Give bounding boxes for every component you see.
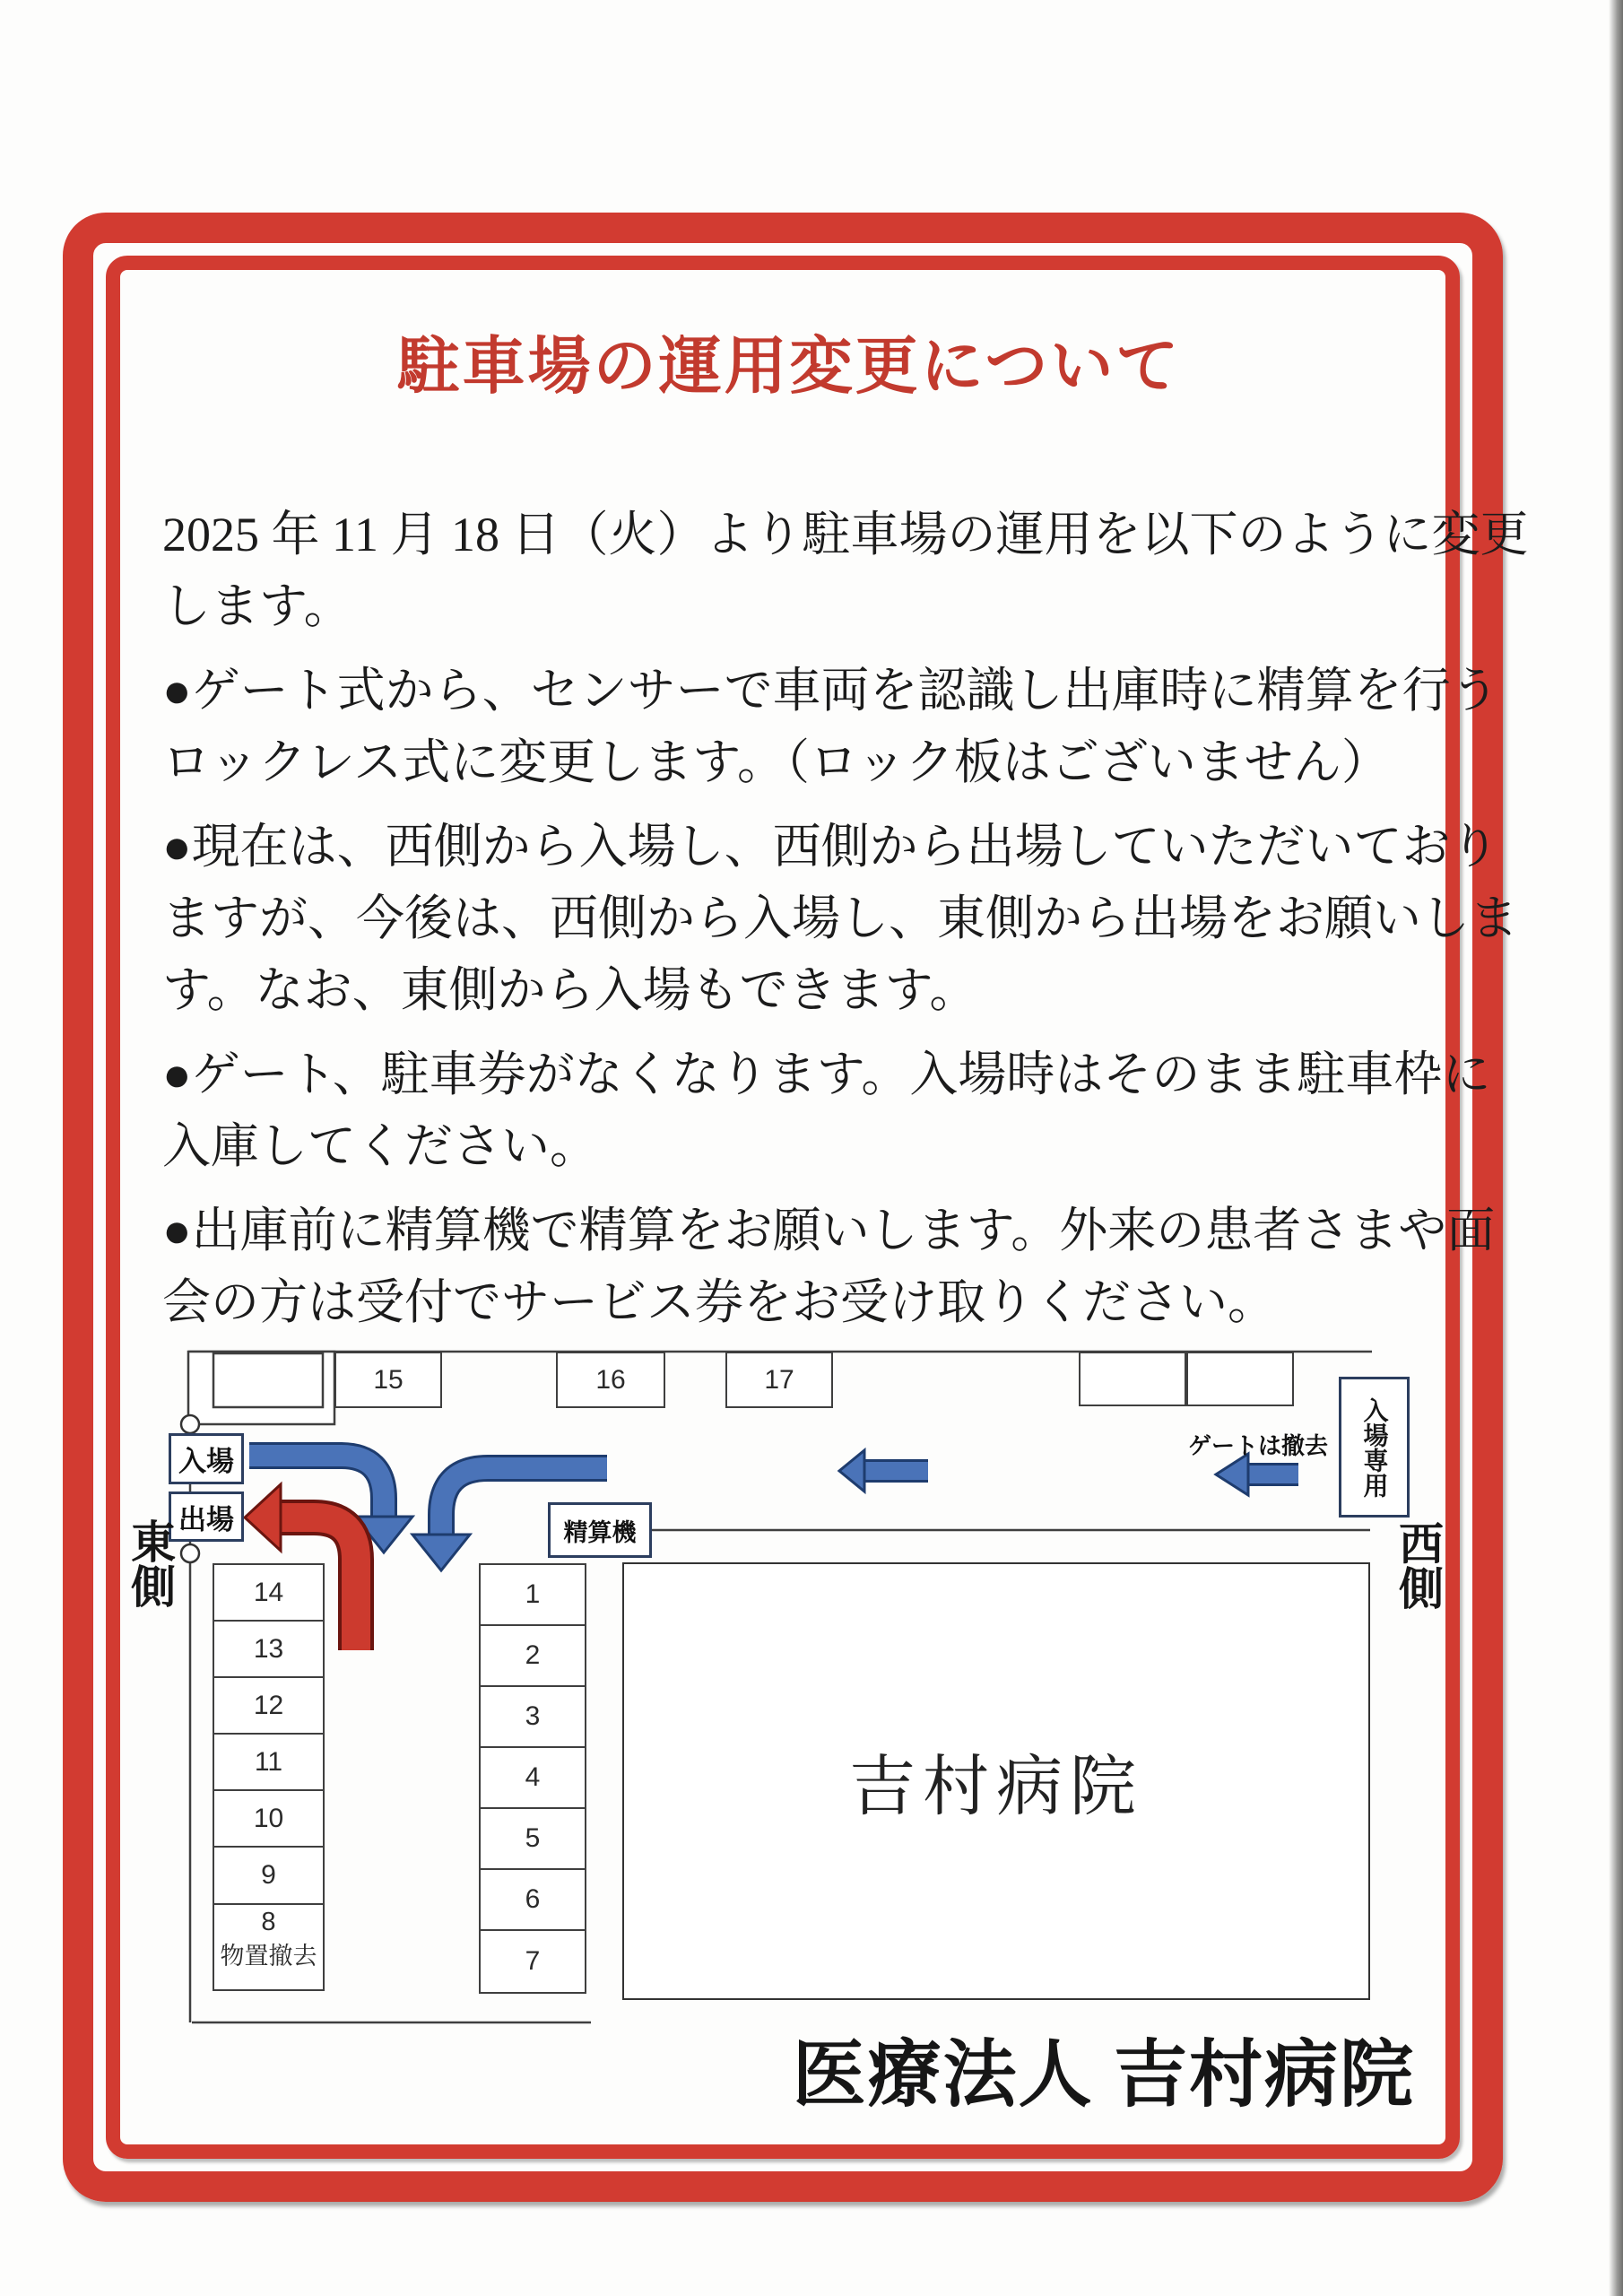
stall-number: 2 — [525, 1640, 541, 1670]
stall-number: 14 — [253, 1577, 284, 1607]
entry-box — [169, 1433, 244, 1484]
stall-number: 9 — [261, 1860, 276, 1890]
scan-edge-shadow — [1609, 0, 1623, 2296]
stall-10 — [213, 1789, 325, 1848]
stall-7 — [479, 1929, 586, 1994]
text-line: 入庫してください。 — [162, 1119, 598, 1173]
stall-number: 6 — [525, 1884, 541, 1914]
stall-number: 12 — [253, 1690, 284, 1720]
bullet-no-ticket — [162, 1039, 1491, 1182]
stall-number: 16 — [595, 1364, 626, 1395]
stall-14 — [213, 1563, 325, 1622]
stall-6 — [479, 1868, 586, 1931]
stall-8-shed-removed — [213, 1903, 325, 1991]
middle-stall-column — [479, 1563, 586, 1994]
unlabeled-stall-2 — [1186, 1352, 1294, 1406]
text-line: 2025 年 11 月 18 日（火）より駐車場の運用を以下のように変更 — [162, 508, 1529, 561]
stall-number: 15 — [373, 1364, 404, 1395]
notice-body — [162, 499, 1529, 1351]
stall-13 — [213, 1620, 325, 1678]
pay-machine-label: 精算機 — [563, 1518, 637, 1546]
west-side-label: 西側 — [1393, 1520, 1443, 1610]
stall-number: 5 — [525, 1823, 541, 1853]
stall-number: 1 — [525, 1579, 541, 1609]
entry-only-label: 入場専用 — [1360, 1396, 1389, 1498]
left-stall-column — [213, 1563, 325, 1991]
text-line: ●出庫前に精算機で精算をお願いします。外来の患者さまや面 — [162, 1204, 1496, 1257]
stall-number: 7 — [525, 1946, 541, 1976]
stall-12 — [213, 1676, 325, 1735]
bullet-entry-exit-sides — [162, 811, 1518, 1026]
pay-machine-box — [548, 1502, 652, 1558]
text-line: ●ゲート、駐車券がなくなります。入場時はそのまま駐車枠に — [162, 1048, 1491, 1101]
gate-post-circle-bottom — [181, 1544, 199, 1562]
text-line: ●ゲート式から、センサーで車両を認識し出庫時に精算を行う — [162, 664, 1499, 718]
stall-1 — [479, 1563, 586, 1626]
stall-3 — [479, 1685, 586, 1748]
parking-lot-diagram — [117, 1341, 1480, 2058]
stall-2 — [479, 1624, 586, 1687]
stall-15 — [334, 1352, 442, 1408]
bullet-lockless — [162, 655, 1499, 798]
intro-paragraph — [162, 499, 1529, 642]
westbound-road-arrow — [839, 1450, 928, 1492]
text-line: す。なお、東側から入場もできます。 — [162, 963, 978, 1017]
hospital-building-box — [622, 1562, 1370, 2000]
bullet-pay-before-exit — [162, 1195, 1496, 1338]
stall-number: 17 — [764, 1364, 794, 1395]
east-side-label: 東側 — [125, 1518, 175, 1608]
text-line: 会の方は受付でサービス券をお受け取りください。 — [162, 1275, 1276, 1329]
page-title: 駐車場の運用変更について — [396, 333, 1182, 402]
stall-number: 4 — [525, 1762, 541, 1792]
entry-label: 入場 — [178, 1446, 234, 1477]
top-left-inner-stall — [213, 1353, 323, 1407]
hospital-building-label: 吉村病院 — [849, 1749, 1143, 1823]
gate-post-circle-top — [181, 1415, 199, 1433]
text-line: ますが、今後は、西側から入場し、東側から出場をお願いしま — [162, 891, 1518, 945]
stall-16 — [556, 1352, 665, 1408]
issuer-signature: 医療法人 吉村病院 — [792, 2034, 1415, 2116]
stall-5 — [479, 1807, 586, 1870]
text-line: ロックレス式に変更します。（ロック板はございません） — [162, 735, 1390, 789]
stall-number: 13 — [253, 1633, 284, 1664]
shed-removed-note: 物置撤去 — [220, 1943, 317, 1970]
stall-9 — [213, 1846, 325, 1905]
stall-number: 11 — [254, 1746, 283, 1777]
stall-number: 3 — [525, 1701, 541, 1731]
text-line: ●現在は、西側から入場し、西側から出場していただいており — [162, 820, 1499, 874]
entry-only-box — [1339, 1377, 1410, 1518]
stall-number: 8 — [261, 1908, 276, 1936]
exit-box — [169, 1492, 244, 1542]
stall-11 — [213, 1733, 325, 1791]
stall-4 — [479, 1746, 586, 1809]
gate-removed-note: ゲートは撤去 — [1188, 1432, 1329, 1459]
stall-17 — [725, 1352, 833, 1408]
stall-number: 10 — [253, 1803, 284, 1833]
exit-label: 出場 — [178, 1503, 234, 1535]
text-line: します。 — [162, 579, 352, 633]
unlabeled-stall-1 — [1079, 1352, 1186, 1406]
